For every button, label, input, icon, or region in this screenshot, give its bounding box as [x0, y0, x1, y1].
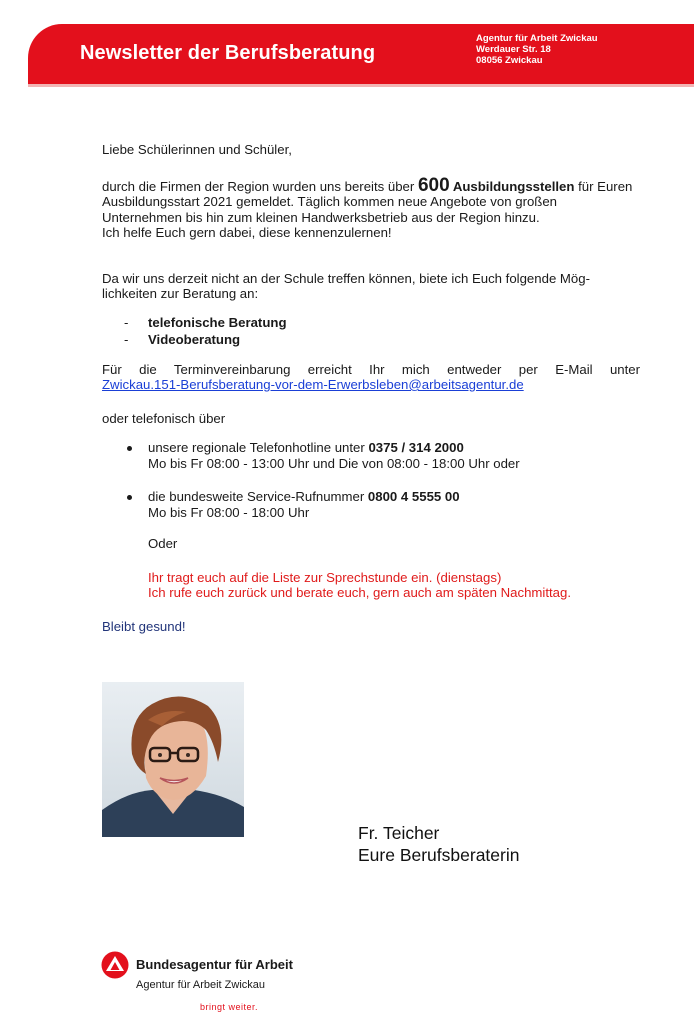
regional-hotline-item: [102, 440, 640, 471]
signature-block: [358, 822, 519, 866]
agency-address: [476, 33, 598, 66]
closing-text: Bleibt gesund!: [102, 618, 186, 634]
option-video-consultation: - Videoberatung: [102, 331, 640, 348]
letter-body: [102, 142, 640, 634]
intro-text-end: für Euren Ausbildungsstart 2021 gemeldet. Täglich kommen neue Angebote von großen Unternehmen bis hin zum kleinen Handwerksbetrieb aus der Region hinzu.: [102, 178, 633, 225]
advisor-photo: [102, 682, 244, 837]
appointment-text: Für die Terminvereinbarung erreicht Ihr mich entweder per E-Mail unter: [102, 361, 640, 377]
header-banner: [28, 24, 694, 84]
vacancy-count: 600: [417, 174, 450, 196]
agency-logo-subtitle: Agentur für Arbeit Zwickau: [136, 979, 266, 991]
options-intro: Da wir uns derzeit nicht an der Schule treffen können, biete ich Euch folgende Mög-lichkeiten zur Beratung an:: [102, 270, 590, 301]
phone-options: [102, 440, 640, 520]
advisor-role: Eure Berufsberaterin: [358, 845, 520, 865]
intro-paragraph: [102, 174, 640, 226]
advisor-name: Fr. Teicher: [358, 823, 440, 843]
service-label: die bundesweite Service-Rufnummer: [148, 489, 368, 504]
address-line-agency: Agentur für Arbeit Zwickau: [476, 33, 598, 44]
agency-logo-name: Bundesagentur für Arbeit: [136, 957, 293, 972]
hotline-number: 0375 / 314 2000: [368, 440, 464, 455]
oder-text: Oder: [148, 536, 178, 551]
national-hotline-item: [102, 489, 640, 520]
address-line-city: 08056 Zwickau: [476, 55, 543, 66]
greeting: Liebe Schülerinnen und Schüler,: [102, 142, 292, 157]
email-link[interactable]: Zwickau.151-Berufsberatung-vor-dem-Erwerbsleben@arbeitsagentur.de: [102, 377, 524, 392]
address-line-street: Werdauer Str. 18: [476, 44, 551, 55]
service-hours: Mo bis Fr 08:00 - 18:00 Uhr: [148, 504, 310, 520]
callback-note-1: Ihr tragt euch auf die Liste zur Sprechstunde ein. (dienstags): [148, 569, 502, 585]
header-banner-shadow: [28, 84, 694, 87]
service-number: 0800 4 5555 00: [367, 489, 460, 504]
intro-text-start: durch die Firmen der Region wurden uns bereits über: [102, 178, 418, 194]
phone-intro: oder telefonisch über: [102, 410, 226, 426]
help-line: Ich helfe Euch gern dabei, diese kennenzulernen!: [102, 225, 392, 240]
option-phone-consultation: - telefonische Beratung: [102, 314, 640, 331]
callback-note-2: Ich rufe euch zurück und berate euch, gern auch am späten Nachmittag.: [148, 585, 571, 600]
vacancy-label: Ausbildungsstellen: [449, 178, 575, 194]
newsletter-title: Newsletter der Berufsberatung: [80, 42, 376, 64]
consultation-options: [102, 314, 640, 348]
hotline-hours: Mo bis Fr 08:00 - 13:00 Uhr und Die von 08:00 - 18:00 Uhr oder: [148, 455, 520, 471]
hotline-label: unsere regionale Telefonhotline unter: [148, 440, 369, 455]
agency-logo-icon: [101, 951, 129, 979]
advisor-portrait-illustration: [102, 682, 244, 837]
agency-tagline: bringt weiter.: [200, 1002, 259, 1012]
